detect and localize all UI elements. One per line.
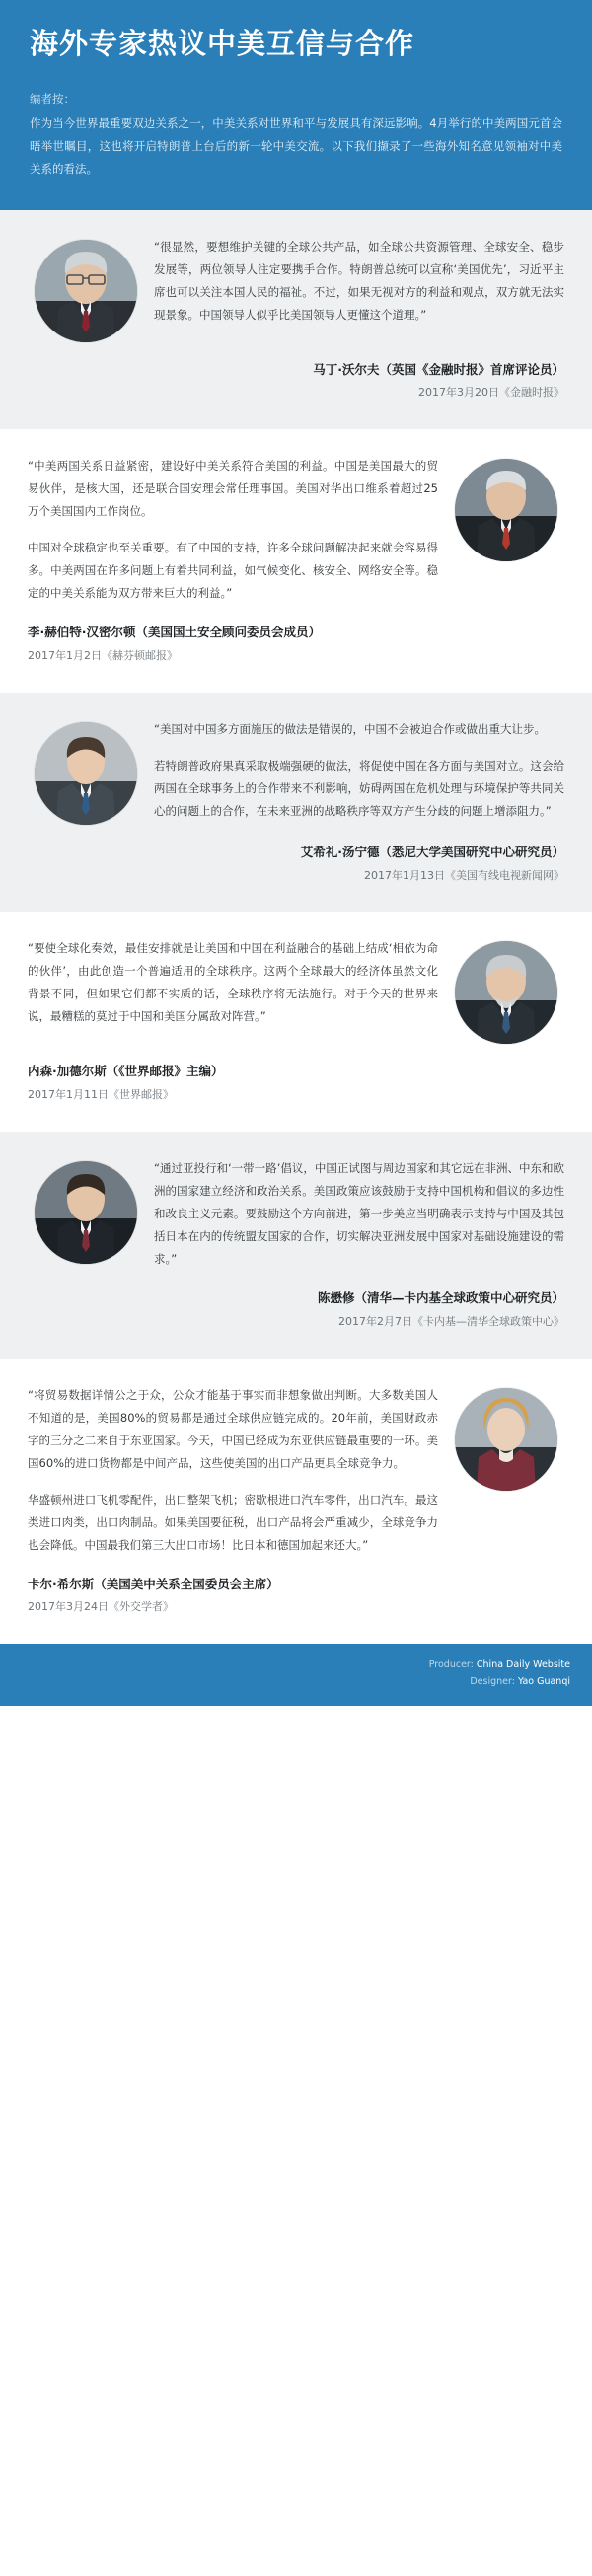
quote-column <box>144 718 564 823</box>
expert-entry <box>0 693 592 913</box>
portrait-icon <box>35 240 137 342</box>
expert-name: 内森·加德尔斯（《世界邮报》主编） <box>28 1064 224 1079</box>
avatar-wrap <box>28 236 144 342</box>
expert-name: 马丁·沃尔夫（英国《金融时报》首席评论员） <box>313 361 564 377</box>
attribution <box>28 621 564 667</box>
quote-column <box>28 455 448 605</box>
expert-name: 陈懋修（清华—卡内基全球政策中心研究员） <box>317 1290 564 1306</box>
expert-entry <box>0 1132 592 1359</box>
avatar <box>455 1388 557 1491</box>
quote-column <box>144 1157 564 1271</box>
attribution <box>28 358 564 405</box>
portrait-icon <box>35 722 137 825</box>
quote-column <box>144 236 564 327</box>
entry-layout <box>28 718 564 825</box>
attribution <box>28 841 564 887</box>
quote-column <box>28 937 448 1028</box>
producer-credit <box>22 1657 570 1673</box>
attribution <box>28 1573 564 1619</box>
quote-paragraph: 中国对全球稳定也至关重要。有了中国的支持，许多全球问题解决起来就会容易得多。中美两国在许多问题上有着共同利益，如气候变化、核安全、网络安全等。稳定的中美关系能为双方带来巨大的利益。” <box>28 541 438 601</box>
source-date: 2017年3月20日《金融时报》 <box>418 386 564 400</box>
avatar <box>35 240 137 342</box>
producer-label: Producer: <box>428 1659 474 1671</box>
avatar-wrap <box>448 937 564 1044</box>
editor-note <box>0 85 592 210</box>
expert-name: 艾希礼·汤宁德（悉尼大学美国研究中心研究员） <box>300 844 564 859</box>
entry-layout <box>28 236 564 342</box>
attribution <box>28 1287 564 1333</box>
expert-entry <box>0 912 592 1132</box>
source-date: 2017年1月13日《美国有线电视新闻网》 <box>364 868 564 882</box>
page-title: 海外专家热议中美互信与合作 <box>30 27 415 60</box>
avatar-wrap <box>28 718 144 825</box>
expert-name: 卡尔·希尔斯（美国美中关系全国委员会主席） <box>28 1576 279 1591</box>
designer-label: Designer: <box>470 1675 515 1687</box>
producer-value: China Daily Website <box>476 1659 570 1671</box>
quote-paragraph: “通过亚投行和‘一带一路’倡议，中国正试图与周边国家和其它远在非洲、中东和欧洲的国家建立经济和政治关系。美国政策应该鼓励于支持中国机构和倡议的多边性和改良主义元素。要鼓励这个方向前进，第一步美应当明确表示支持与中国及其包括日本在内的传统盟友国家的合作，切实解决亚洲发展中国家对基础设施建设的需求。” <box>154 1161 564 1267</box>
quote-paragraph: 华盛顿州进口飞机零配件，出口整架飞机；密歇根进口汽车零件，出口汽车。最这类进口肉类，出口肉制品。如果美国要征税，出口产品将会严重减少，全球竞争力也会降低。中国最我们第三大出口市场！比日本和德国加起来还大。” <box>28 1492 438 1552</box>
expert-entry <box>0 210 592 430</box>
avatar <box>35 722 137 825</box>
quote-paragraph: “很显然，要想维护关键的全球公共产品，如全球公共资源管理、全球安全、稳步发展等，两位领导人注定要携手合作。特朗普总统可以宣称‘美国优先’，习近平主席也可以关注本国人民的福祉。不过，如果无视对方的利益和观点，双方就无法实现景象。中国领导人似乎比美国领导人更懂这个道理。” <box>154 239 564 322</box>
avatar <box>455 459 557 561</box>
avatar-wrap <box>448 1384 564 1491</box>
source-date: 2017年3月24日《外交学者》 <box>28 1600 174 1614</box>
editor-note-body: 作为当今世界最重要双边关系之一，中美关系对世界和平与发展具有深远影响。4月举行的中美两国元首会晤举世瞩目，这也将开启特朗普上台后的新一轮中美交流。以下我们撷录了一些海外知名意见领袖对中美关系的看法。 <box>30 115 562 176</box>
avatar-wrap <box>448 455 564 561</box>
page-footer <box>0 1644 592 1705</box>
avatar <box>35 1161 137 1264</box>
portrait-icon <box>455 941 557 1044</box>
portrait-icon <box>455 1388 557 1491</box>
quote-column <box>28 1384 448 1557</box>
entry-layout <box>28 1157 564 1271</box>
source-date: 2017年2月7日《卡内基—清华全球政策中心》 <box>338 1314 564 1328</box>
expert-name: 李·赫伯特·汉密尔顿（美国国土安全顾问委员会成员） <box>28 625 321 640</box>
page-header <box>0 0 592 85</box>
avatar-wrap <box>28 1157 144 1264</box>
quote-paragraph: “要使全球化奏效，最佳安排就是让美国和中国在利益融合的基础上结成‘相依为命的伙伴’，由此创造一个普遍适用的全球秩序。这两个全球最大的经济体虽然文化背景不同，但如果它们都不实质的话，全球秩序将无法施行。对于今天的世界来说，最糟糕的莫过于中国和美国分属敌对阵营。” <box>28 941 438 1024</box>
quote-paragraph: “中美两国关系日益紧密，建设好中美关系符合美国的利益。中国是美国最大的贸易伙伴，是核大国，还是联合国安理会常任理事国。美国对华出口维系着超过25万个美国国内工作岗位。 <box>28 459 438 519</box>
portrait-icon <box>455 459 557 561</box>
designer-value: Yao Guanqi <box>517 1675 570 1687</box>
expert-entry <box>0 1359 592 1645</box>
entry-layout <box>28 455 564 605</box>
editor-note-label: 编者按： <box>30 91 75 106</box>
quote-paragraph: “将贸易数据详情公之于众，公众才能基于事实而非想象做出判断。大多数美国人不知道的是，美国80%的贸易都是通过全球供应链完成的。20年前，美国财政赤字的三分之二来自于东亚国家。今天，中国已经成为东亚供应链最重要的一环。美国60%的进口货物都是中间产品，这些使美国的出口产品更具全球竞争力。 <box>28 1387 438 1470</box>
entry-layout <box>28 1384 564 1557</box>
portrait-icon <box>35 1161 137 1264</box>
source-date: 2017年1月11日《世界邮报》 <box>28 1088 174 1102</box>
attribution <box>28 1060 564 1106</box>
avatar <box>455 941 557 1044</box>
designer-credit <box>22 1674 570 1690</box>
expert-entry <box>0 429 592 693</box>
quote-paragraph: “美国对中国多方面施压的做法是错误的，中国不会被迫合作或做出重大让步。 <box>154 721 546 736</box>
quote-paragraph: 若特朗普政府果真采取极端强硬的做法，将促使中国在各方面与美国对立。这会给两国在全球事务上的合作带来不利影响，妨碍两国在危机处理与环境保护等共同关心的问题上的合作，在未来亚洲的战略秩序等双方产生分歧的问题上增添阻力。” <box>154 758 564 818</box>
entry-layout <box>28 937 564 1044</box>
source-date: 2017年1月2日《赫芬顿邮报》 <box>28 648 178 662</box>
